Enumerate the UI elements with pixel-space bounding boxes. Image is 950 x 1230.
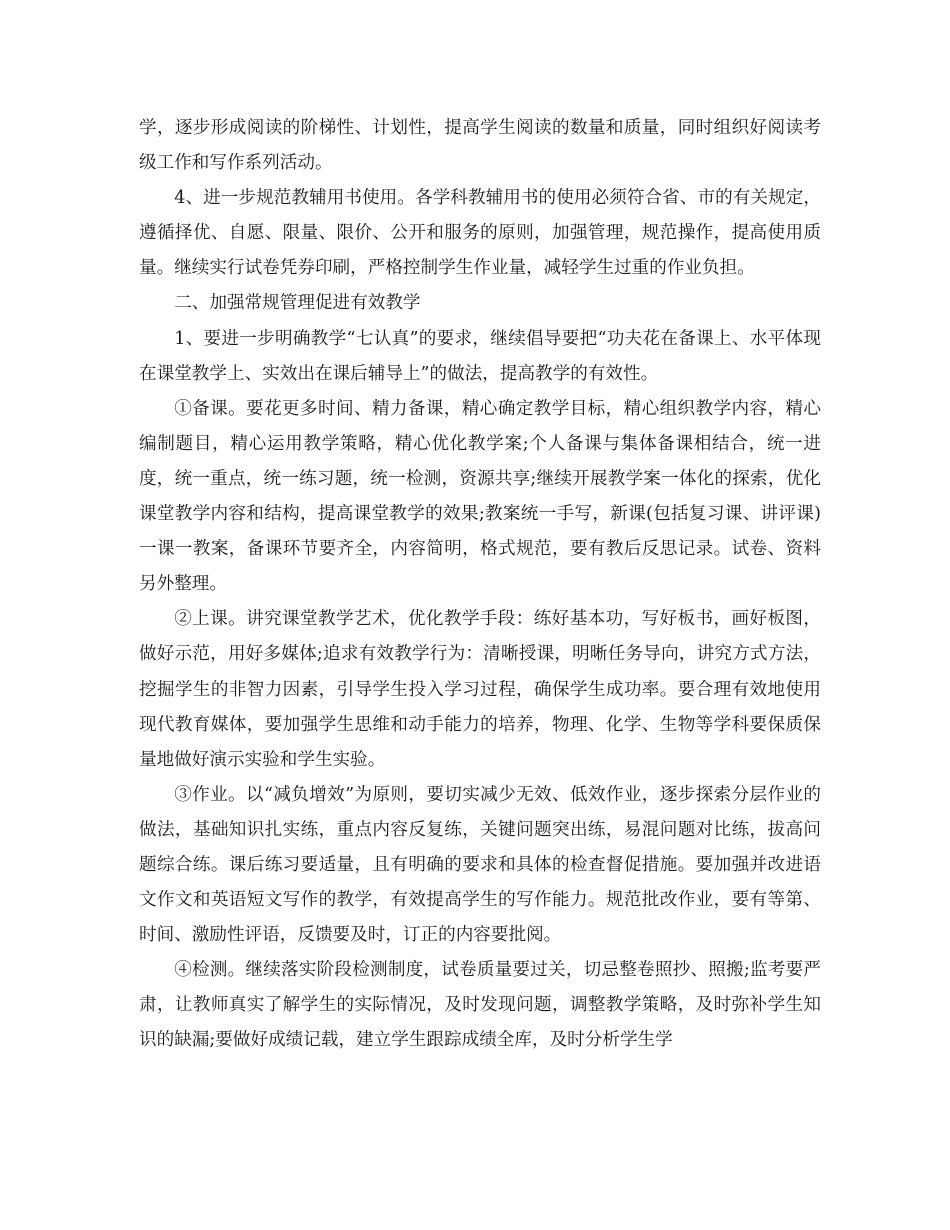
paragraph-item-1-seven-requirements: 1、要进一步明确教学“七认真”的要求，继续倡导要把“功夫花在备课上、水平体现在课堂教学上、实效出在课后辅导上”的做法，提高教学的有效性。 [139, 328, 821, 384]
paragraph-item-4-textbook-use: 4、进一步规范教辅用书使用。各学科教辅用书的使用必须符合省、市的有关规定，遵循择优、自愿、限量、限价、公开和服务的原则，加强管理，规范操作，提高使用质量。继续实行试卷凭券印刷，严格控制学生作业量，减轻学生过重的作业负担。 [139, 188, 821, 279]
paragraph-homework: ③作业。以“减负增效”为原则，要切实减少无效、低效作业，逐步探索分层作业的做法，基础知识扎实练，重点内容反复练，关键问题突出练，易混问题对比练，拔高问题综合练。课后练习要适量，且有明确的要求和具体的检查督促措施。要加强并改进语文作文和英语短文写作的教学，有效提高学生的写作能力。规范批改作业，要有等第、时间、激励性评语，反馈要及时，订正的内容要批阅。 [139, 784, 821, 946]
paragraph-lesson-preparation: ①备课。要花更多时间、精力备课，精心确定教学目标，精心组织教学内容，精心编制题目，精心运用教学策略，精心优化教学案;个人备课与集体备课相结合，统一进度，统一重点，统一练习题，统一检测，资源共享;继续开展教学案一体化的探索，优化课堂教学内容和结构，提高课堂教学的效果;教案统一手写，新课(包括复习课、讲评课)一课一教案，备课环节要齐全，内容简明，格式规范，要有教后反思记录。试卷、资料另外整理。 [139, 398, 821, 595]
paragraph-continuation: 学，逐步形成阅读的阶梯性、计划性，提高学生阅读的数量和质量，同时组织好阅读考级工作和写作系列活动。 [139, 118, 821, 174]
paragraph-classroom-teaching: ②上课。讲究课堂教学艺术，优化教学手段：练好基本功，写好板书，画好板图，做好示范，用好多媒体;追求有效教学行为：清晰授课，明晰任务导向，讲究方式方法，挖掘学生的非智力因素，引导学生投入学习过程，确保学生成功率。要合理有效地使用现代教育媒体，要加强学生思维和动手能力的培养，物理、化学、生物等学科要保质保量地做好演示实验和学生实验。 [139, 609, 821, 770]
document-body [139, 111, 821, 1059]
paragraph-testing: ④检测。继续落实阶段检测制度，试卷质量要过关，切忌整卷照抄、照搬;监考要严肃，让教师真实了解学生的实际情况，及时发现问题，调整教学策略，及时弥补学生知识的缺漏;要做好成绩记载，建立学生跟踪成绩全库，及时分析学生学 [139, 960, 821, 1051]
section-heading-2: 二、加强常规管理促进有效教学 [174, 293, 421, 314]
